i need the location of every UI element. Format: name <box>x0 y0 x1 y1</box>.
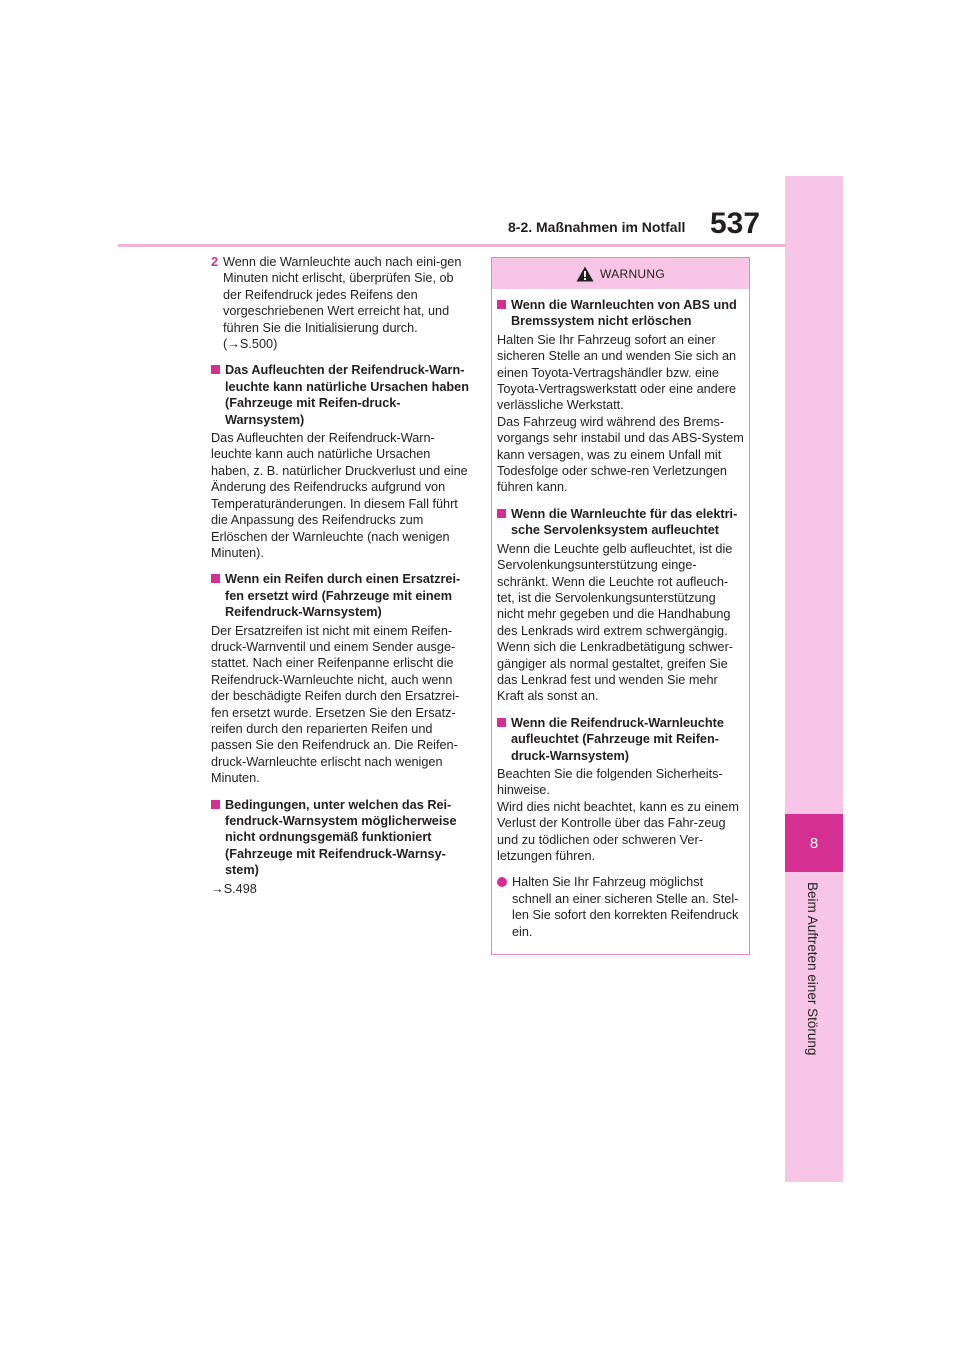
square-bullet-icon <box>497 718 506 727</box>
warning-body <box>492 289 749 954</box>
round-bullet-icon <box>497 877 507 887</box>
chapter-title-tab <box>785 882 843 1062</box>
warning-title: WARNUNG <box>600 266 665 281</box>
square-bullet-icon <box>211 800 220 809</box>
chapter-number: 8 <box>809 834 819 852</box>
warning-box <box>491 257 750 955</box>
warning-heading: Wenn die Warnleuchte für das elektri-sche Servolenksystem aufleuchtet <box>497 506 744 539</box>
chapter-number-tab <box>785 814 843 872</box>
section-heading: Das Aufleuchten der Reifendruck-Warn-leuchte kann natürliche Ursachen haben (Fahrzeuge mit Reifen-druck-Warnsystem) <box>211 362 469 428</box>
warning-section-body: Wenn die Leuchte gelb aufleuchtet, ist die Servolenkungsunterstützung einge-schränkt. Wenn die Leuchte rot aufleuch-tet, ist die Servolenkungsunterstützung nicht mehr gegeben und die Handhabung des Lenkrads wird extrem schwergängig. Wenn sich die Lenkradbetätigung schwer-gängiger als normal gestaltet, greifen Sie das Lenkrad fest und wenden Sie mehr Kraft als sonst an. <box>497 541 734 704</box>
warning-heading: Wenn die Warnleuchten von ABS und Bremssystem nicht erlöschen <box>497 297 744 330</box>
page-number: 537 <box>710 207 761 240</box>
step-number: 2 <box>211 255 219 269</box>
warning-bullet: Halten Sie Ihr Fahrzeug möglichst schnell an einer sicheren Stelle an. Stel-len Sie sofort den korrekten Reifendruck ein. <box>497 874 744 940</box>
square-bullet-icon <box>211 365 220 374</box>
warning-section-body: Beachten Sie die folgenden Sicherheits-hinweise. Wird dies nicht beachtet, kann es zu einem Verlust der Kontrolle über das Fahr-zeug und zu tödlichen oder schweren Ver-letzungen führen. <box>497 766 739 863</box>
section-title: 8-2. Maßnahmen im Notfall <box>508 219 686 235</box>
warning-header <box>492 258 749 289</box>
left-column <box>211 254 469 897</box>
warning-section-body: Halten Sie Ihr Fahrzeug sofort an einer sicheren Stelle an und wenden Sie sich an einen Toyota-Vertragshändler bzw. eine Toyota-Vertragswerkstatt oder eine andere verlässliche Werkstatt. Das Fahrzeug wird während des Brems-vorgangs sehr instabil und das ABS-System kann versagen, was zu einem Unfall mit Todesfolge oder schwe-ren Verletzungen führen kann. <box>497 332 744 495</box>
section-heading: Wenn ein Reifen durch einen Ersatzrei-fen ersetzt wird (Fahrzeuge mit einem Reifendruck-Warnsystem) <box>211 571 469 620</box>
step-text-block <box>223 254 469 352</box>
square-bullet-icon <box>497 509 506 518</box>
warning-triangle-icon <box>576 266 594 282</box>
warning-heading: Wenn die Reifendruck-Warnleuchte aufleuchtet (Fahrzeuge mit Reifen-druck-Warnsystem) <box>497 715 744 764</box>
section-body: Das Aufleuchten der Reifendruck-Warn-leuchte kann auch natürliche Ursachen haben, z. B. natürlicher Druckverlust und eine Änderung des Reifendrucks aufgrund von Temperaturänderungen. In diesem Fall führt die Anpassung des Reifendrucks zum Erlöschen der Warnleuchte (nach wenigen Minuten). <box>211 431 468 560</box>
square-bullet-icon <box>211 574 220 583</box>
section-body: Der Ersatzreifen ist nicht mit einem Reifen-druck-Warnventil und einem Sender ausge-stattet. Nach einer Reifenpanne erlischt die Reifendruck-Warnleuchte nicht, auch wenn der beschädigte Reifen durch den Ersatzrei-fen ersetzt wurde. Ersetzen Sie den Ersatz-reifen durch den reparierten Reifen und passen Sie den Reifendruck an. Die Reifen-druck-Warnleuchte erlischt nach wenigen Minuten. <box>211 623 460 786</box>
section-heading: Bedingungen, unter welchen das Rei-fendruck-Warnsystem möglicherweise nicht ordnungsgemäß funktioniert (Fahrzeuge mit Reifendruck-Warnsy-stem) <box>211 797 469 879</box>
chapter-title: Beim Auftreten einer Störung <box>805 882 820 1056</box>
step-reference: (→S.500) <box>223 337 278 352</box>
square-bullet-icon <box>497 300 506 309</box>
header-rule <box>118 244 786 247</box>
page-reference: →S.498 <box>211 881 257 896</box>
step-2 <box>211 254 469 352</box>
step-text: Wenn die Warnleuchte auch nach eini-gen Minuten nicht erlischt, überprüfen Sie, ob der Reifendruck jedes Reifens den vorgeschriebenen Wert erreicht hat, und führen Sie die Initialisierung durch. <box>223 255 462 335</box>
